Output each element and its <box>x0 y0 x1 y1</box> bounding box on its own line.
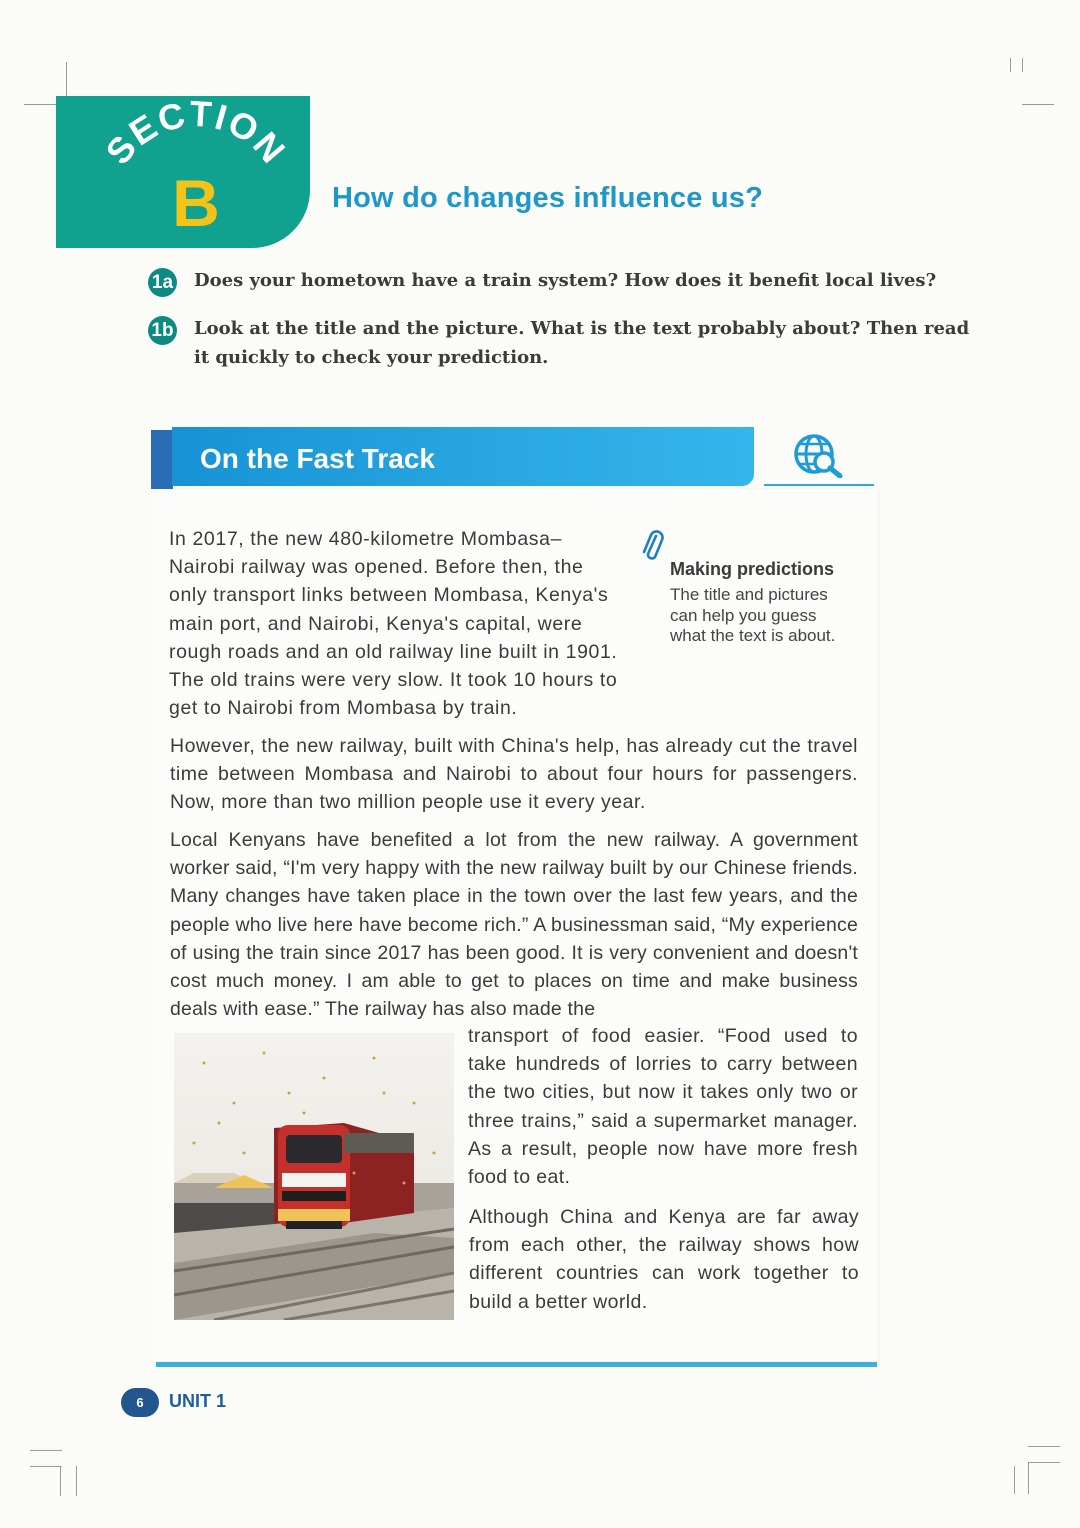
paperclip-icon <box>641 530 665 569</box>
section-badge <box>56 96 310 248</box>
reading-title: On the Fast Track <box>200 443 435 474</box>
crop-mark <box>60 1466 61 1496</box>
task-badge-1a: 1a <box>148 268 177 297</box>
task-1b-text-line2: it quickly to check your prediction. <box>194 347 549 368</box>
crop-mark <box>1028 1462 1029 1494</box>
footer-divider <box>156 1362 877 1367</box>
train-photo <box>174 1033 454 1320</box>
paragraph-2: However, the new railway, built with China's help, has already cut the travel time between Mombasa and Nairobi to about four hours for passengers. Now, more than two million people use it every year. <box>170 735 858 814</box>
task-1a-text: Does your hometown have a train system? How does it benefit local lives? <box>194 270 937 291</box>
task-badge-1b: 1b <box>148 316 177 345</box>
banner-accent <box>151 430 173 489</box>
crop-mark <box>1028 1462 1060 1463</box>
globe-search-icon <box>792 432 846 483</box>
section-letter: B <box>172 166 220 240</box>
crop-mark <box>1022 104 1054 105</box>
crop-mark <box>30 1450 62 1451</box>
crop-mark <box>24 104 58 105</box>
task-1b-text-line1: Look at the title and the picture. What is the text probably about? Then read <box>194 318 970 339</box>
crop-mark <box>1022 58 1023 72</box>
paragraph-1: In 2017, the new 480-kilometre Mombasa–Nairobi railway was opened. Before then, the only transport links between Mombasa, Kenya's main port, and Nairobi, Kenya's capital, were rough roads and an old railway line built in 1901. The old trains were very slow. It took 10 hours to get to Nairobi from Mombasa by train. <box>169 528 618 720</box>
crop-mark <box>1028 1446 1060 1447</box>
note-heading: Making predictions <box>670 559 835 579</box>
crop-mark <box>30 1466 62 1467</box>
paragraph-3: Local Kenyans have benefited a lot from the new railway. A government worker said, “I'm very happy with the new railway built by our Chinese friends. Many changes have taken place in the town over the last few years, and the people who live here have become rich.” A businessman said, “My experience of using the train since 2017 has been good. It is very convenient and doesn't cost much money. I am able to get to places on time and make business deals with ease.” The railway has also made the <box>170 829 858 1021</box>
unit-label: UNIT 1 <box>169 1391 227 1411</box>
svg-text:SECTION <box>97 96 294 172</box>
page-number: 6 <box>121 1388 159 1417</box>
crop-mark <box>1014 1466 1015 1494</box>
crop-mark <box>76 1466 77 1496</box>
paragraph-3-continued: transport of food easier. “Food used to take hundreds of lorries to carry between the two cities, but now it takes only two or three trains,” said a supermarket manager. As a result, people now have more fresh food to eat. <box>468 1025 858 1189</box>
paragraph-4: Although China and Kenya are far away from each other, the railway shows how different countries can work together to build a better world. <box>469 1206 859 1313</box>
crop-mark <box>1010 58 1011 72</box>
divider <box>764 484 874 486</box>
crop-mark <box>66 62 67 96</box>
section-title: How do changes influence us? <box>332 182 763 214</box>
note-text: The title and pictures can help you guess what the text is about. <box>670 585 836 645</box>
section-word: SECTION <box>97 96 295 172</box>
